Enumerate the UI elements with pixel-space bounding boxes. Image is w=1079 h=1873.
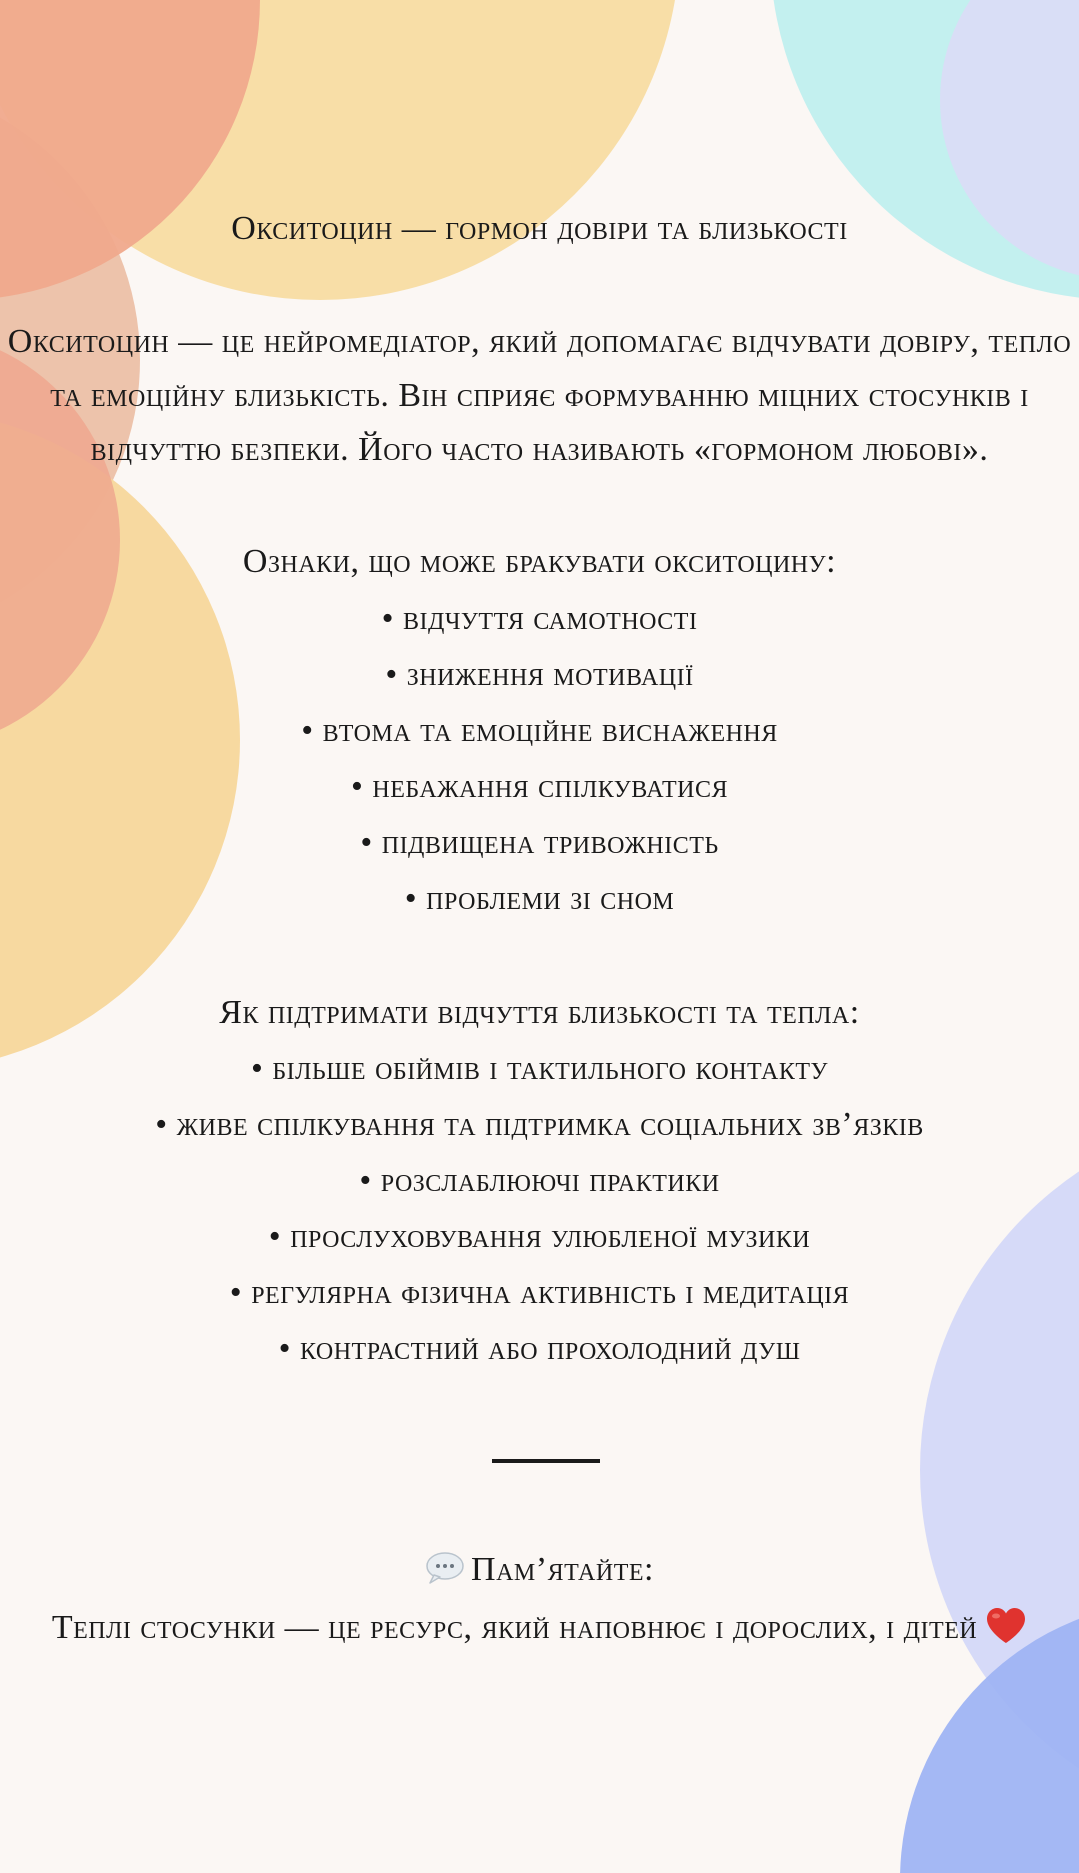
- remember-text: Теплі стосунки — це ресурс, який наповнює і дорослих, і дітей: [51, 1609, 978, 1646]
- signs-item: • зниження мотивації: [385, 656, 694, 693]
- intro-line-3: відчуттю безпеки. Його часто називають «гормоном любові».: [90, 431, 989, 468]
- divider-line: [492, 1459, 600, 1463]
- support-item: • прослуховування улюбленої музики: [268, 1218, 811, 1255]
- intro-line-2: та емоційну близькість. Він сприяє формуванню міцних стосунків і: [50, 377, 1029, 414]
- support-item: • розслаблюючі практики: [359, 1162, 720, 1199]
- support-item: • регулярна фізична активність і медитація: [229, 1274, 850, 1311]
- support-heading: Як підтримати відчуття близькості та тепла:: [219, 994, 860, 1031]
- remember-label: Пам’ятайте:: [471, 1551, 654, 1588]
- signs-item: • проблеми зі сном: [404, 880, 675, 917]
- remember-heading: [0, 1548, 1079, 1592]
- signs-item: • відчуття самотності: [381, 600, 698, 637]
- signs-item: • втома та емоційне виснаження: [301, 712, 778, 749]
- remember-line: [0, 1606, 1079, 1650]
- signs-item: • небажання спілкуватися: [350, 768, 729, 805]
- support-item: • більше обіймів і тактильного контакту: [250, 1050, 829, 1087]
- page-title: Окситоцин — гормон довіри та близькості: [231, 210, 848, 247]
- signs-item: • підвищена тривожність: [360, 824, 719, 861]
- red-heart-icon: [985, 1607, 1027, 1645]
- support-item: • контрастний або прохолодний душ: [278, 1330, 801, 1367]
- support-item: • живе спілкування та підтримка соціальних зв’язків: [155, 1106, 924, 1143]
- intro-line-1: Окситоцин — це нейромедіатор, який допомагає відчувати довіру, тепло: [7, 323, 1072, 360]
- speech-bubble-icon: [425, 1551, 465, 1585]
- signs-heading: Ознаки, що може бракувати окситоцину:: [242, 543, 837, 580]
